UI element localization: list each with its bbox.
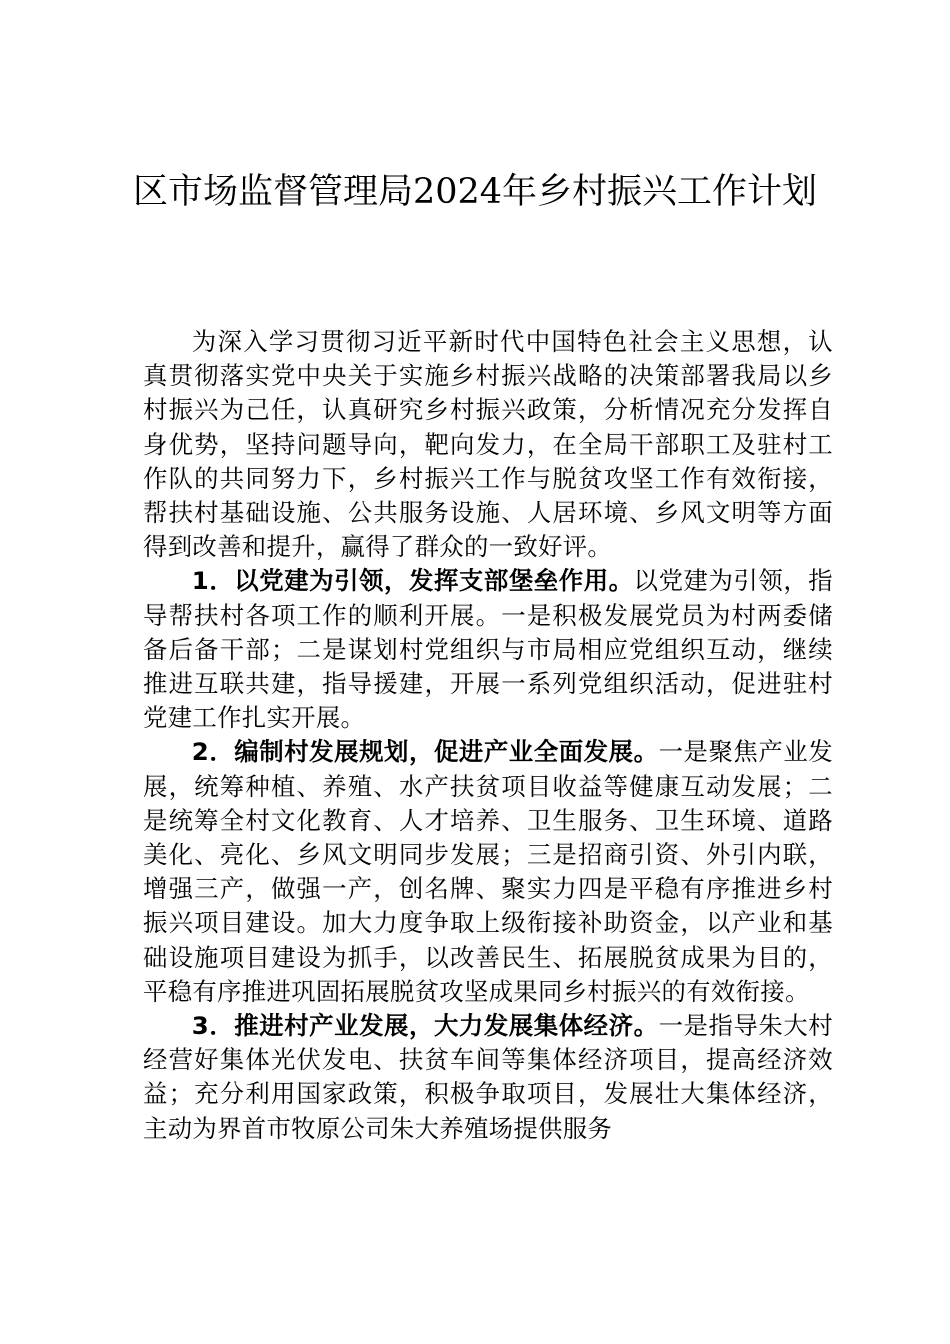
section-1-text: 以党建为引领，指导帮扶村各项工作的顺利开展。一是积极发展党员为村两委储备后备干部；二是谋划村党组织与市局相应党组织互动，继续推进互联共建，指导援建，开展一系列党组织活动，促进驻村党建工作扎实开展。 [143,566,833,733]
section-2-paragraph [143,735,833,1009]
section-3-paragraph [143,1009,833,1146]
section-1-paragraph [143,564,833,735]
document-title: 区市场监督管理局2024年乡村振兴工作计划 [132,172,818,212]
section-1-heading: 1．以党建为引领，发挥支部堡垒作用。 [191,566,634,596]
section-2-heading: 2．编制村发展规划，促进产业全面发展。 [191,737,659,767]
paragraph-text: 为深入学习贯彻习近平新时代中国特色社会主义思想，认真贯彻落实党中央关于实施乡村振兴战略的决策部署我局以乡村振兴为己任，认真研究乡村振兴政策，分析情况充分发挥自身优势，坚持问题导向，靶向发力，在全局干部职工及驻村工作队的共同努力下，乡村振兴工作与脱贫攻坚工作有效衔接，帮扶村基础设施、公共服务设施、人居环境、乡风文明等方面得到改善和提升，赢得了群众的一致好评。 [143,327,833,562]
section-3-text: 一是指导朱大村经营好集体光伏发电、扶贫车间等集体经济项目，提高经济效益；充分利用国家政策，积极争取项目，发展壮大集体经济，主动为界首市牧原公司朱大养殖场提供服务 [143,1011,833,1143]
intro-paragraph [143,325,833,564]
section-2-text: 一是聚焦产业发展，统筹种植、养殖、水产扶贫项目收益等健康互动发展；二是统筹全村文化教育、人才培养、卫生服务、卫生环境、道路美化、亮化、乡风文明同步发展；三是招商引资、外引内联，增强三产，做强一产，创名牌、聚实力四是平稳有序推进乡村振兴项目建设。加大力度争取上级衔接补助资金，以产业和基础设施项目建设为抓手，以改善民生、拓展脱贫成果为目的，平稳有序推进巩固拓展脱贫攻坚成果同乡村振兴的有效衔接。 [143,737,833,1006]
section-3-heading: 3．推进村产业发展，大力发展集体经济。 [191,1011,659,1041]
document-body [143,325,833,1146]
